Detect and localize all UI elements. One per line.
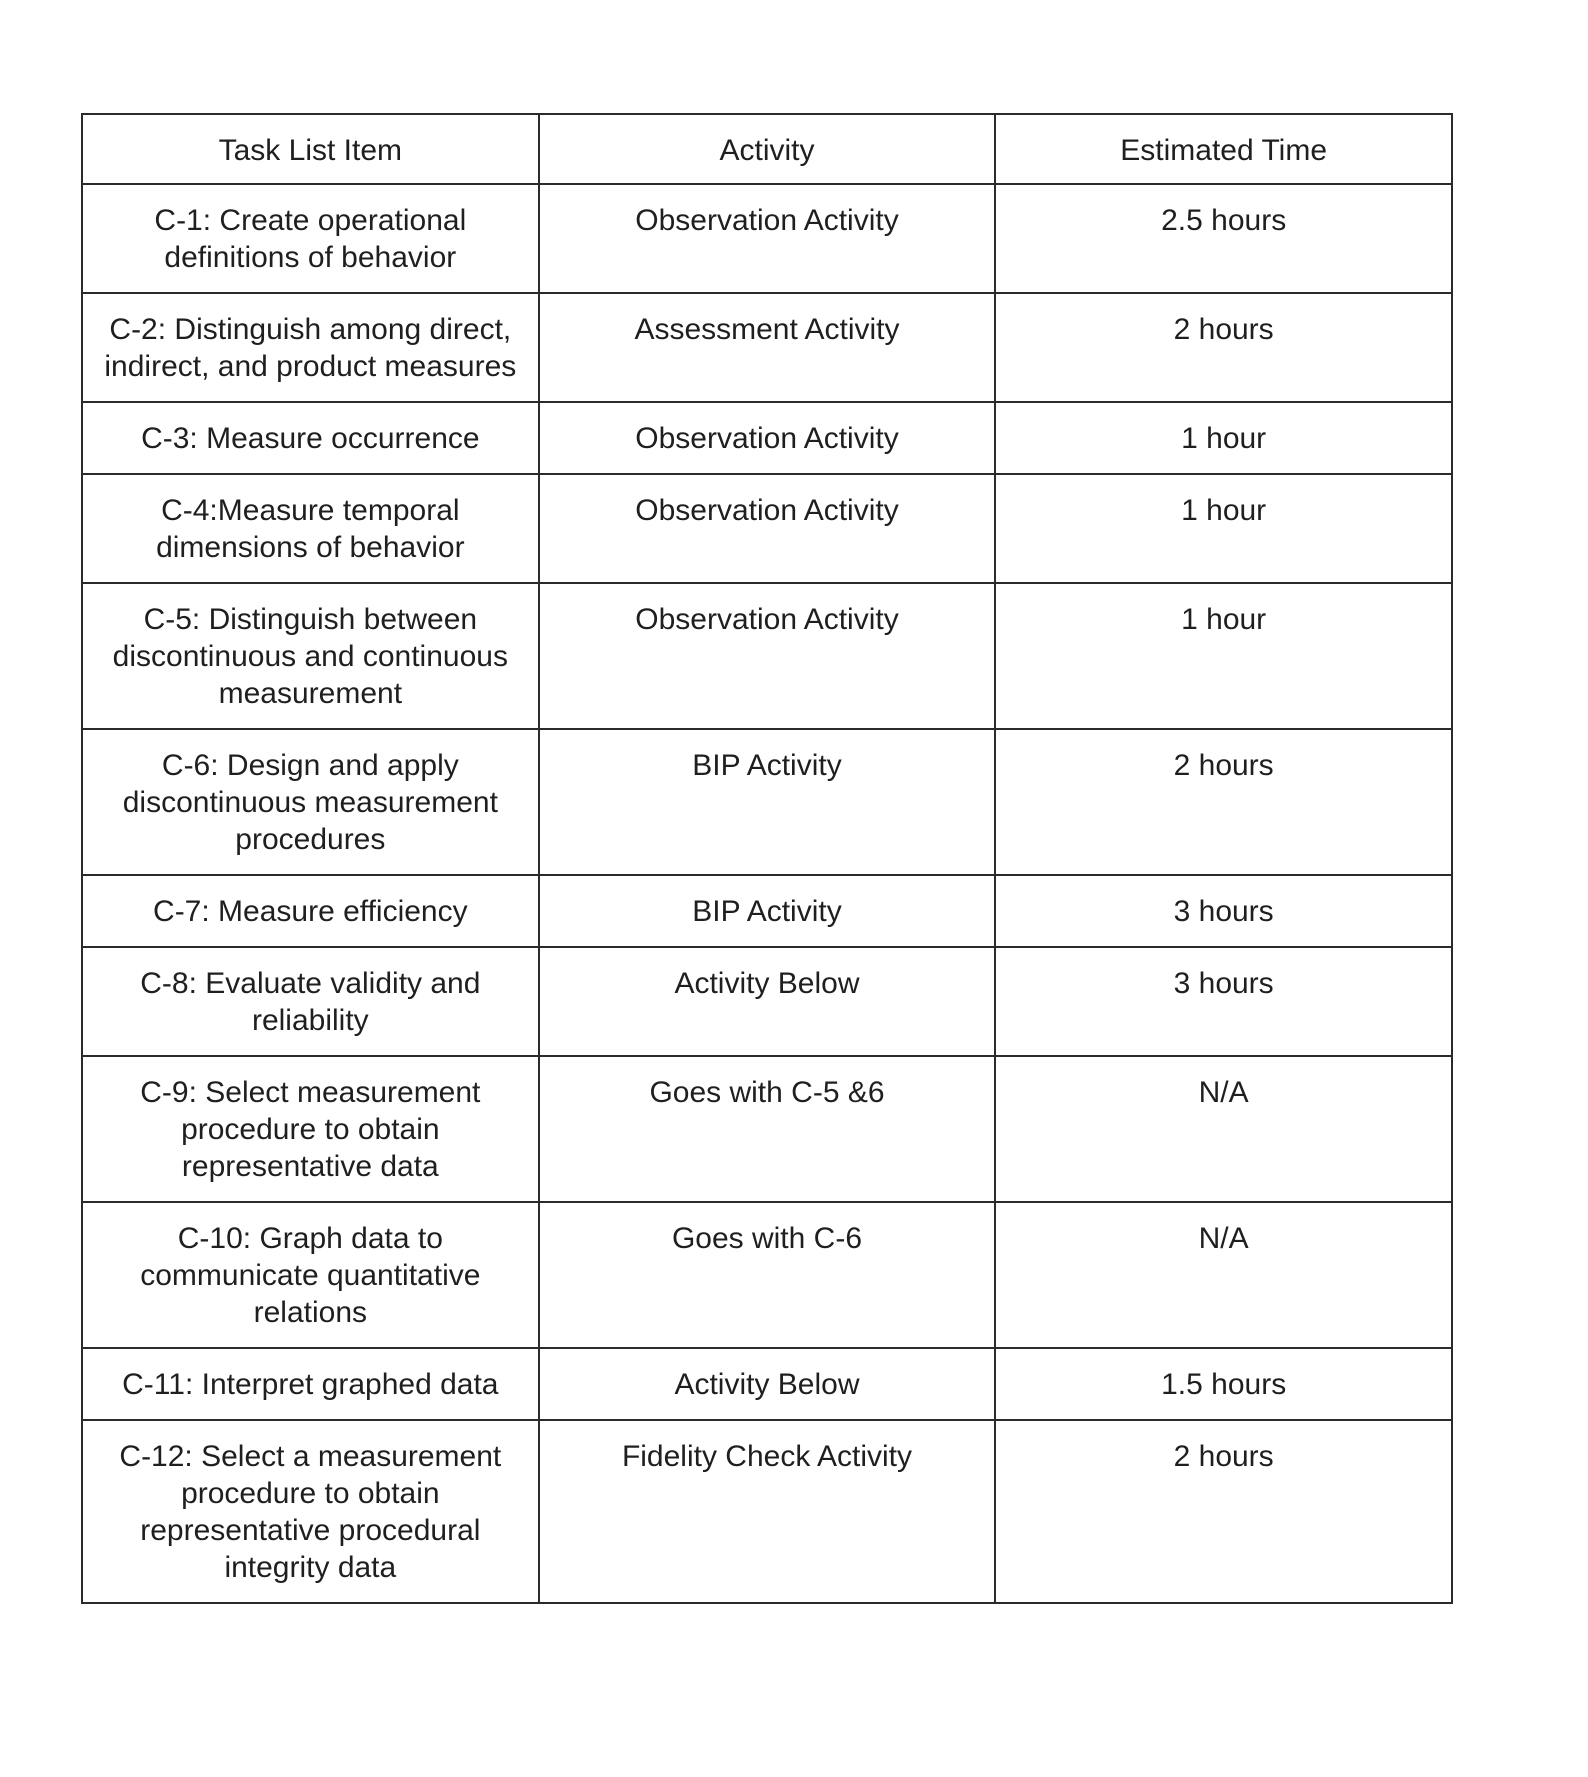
table-row bbox=[82, 947, 1452, 1056]
table-row bbox=[82, 1420, 1452, 1603]
table-row bbox=[82, 1348, 1452, 1420]
table-row bbox=[82, 583, 1452, 729]
table-row bbox=[82, 1056, 1452, 1202]
header-activity: Activity bbox=[539, 114, 996, 184]
table-header-row bbox=[82, 114, 1452, 184]
activity-cell: Fidelity Check Activity bbox=[539, 1420, 996, 1603]
time-cell: 1 hour bbox=[995, 402, 1452, 474]
activity-cell: Activity Below bbox=[539, 1348, 996, 1420]
activity-cell: Observation Activity bbox=[539, 184, 996, 293]
activity-cell: Observation Activity bbox=[539, 583, 996, 729]
time-cell: 1 hour bbox=[995, 474, 1452, 583]
table-row bbox=[82, 474, 1452, 583]
table-row bbox=[82, 729, 1452, 875]
task-cell: C-8: Evaluate validity and reliability bbox=[82, 947, 539, 1056]
header-task-list-item: Task List Item bbox=[82, 114, 539, 184]
activity-cell: Observation Activity bbox=[539, 402, 996, 474]
task-cell: C-10: Graph data to communicate quantitative relations bbox=[82, 1202, 539, 1348]
table-row bbox=[82, 875, 1452, 947]
task-cell: C-9: Select measurement procedure to obtain representative data bbox=[82, 1056, 539, 1202]
task-cell: C-2: Distinguish among direct, indirect, and product measures bbox=[82, 293, 539, 402]
task-cell: C-7: Measure efficiency bbox=[82, 875, 539, 947]
activity-cell: Goes with C-6 bbox=[539, 1202, 996, 1348]
time-cell: 1.5 hours bbox=[995, 1348, 1452, 1420]
table-row bbox=[82, 293, 1452, 402]
table-row bbox=[82, 402, 1452, 474]
table-row bbox=[82, 1202, 1452, 1348]
activity-cell: Observation Activity bbox=[539, 474, 996, 583]
activity-cell: BIP Activity bbox=[539, 729, 996, 875]
activity-cell: BIP Activity bbox=[539, 875, 996, 947]
task-cell: C-3: Measure occurrence bbox=[82, 402, 539, 474]
time-cell: 3 hours bbox=[995, 875, 1452, 947]
task-cell: C-11: Interpret graphed data bbox=[82, 1348, 539, 1420]
task-cell: C-12: Select a measurement procedure to obtain representative procedural integrity data bbox=[82, 1420, 539, 1603]
task-cell: C-1: Create operational definitions of behavior bbox=[82, 184, 539, 293]
header-estimated-time: Estimated Time bbox=[995, 114, 1452, 184]
time-cell: 2.5 hours bbox=[995, 184, 1452, 293]
time-cell: 2 hours bbox=[995, 729, 1452, 875]
time-cell: 1 hour bbox=[995, 583, 1452, 729]
task-cell: C-6: Design and apply discontinuous measurement procedures bbox=[82, 729, 539, 875]
time-cell: 2 hours bbox=[995, 293, 1452, 402]
task-cell: C-4:Measure temporal dimensions of behavior bbox=[82, 474, 539, 583]
task-list-table bbox=[81, 113, 1453, 1604]
activity-cell: Goes with C-5 &6 bbox=[539, 1056, 996, 1202]
time-cell: 3 hours bbox=[995, 947, 1452, 1056]
time-cell: N/A bbox=[995, 1056, 1452, 1202]
table-row bbox=[82, 184, 1452, 293]
time-cell: N/A bbox=[995, 1202, 1452, 1348]
time-cell: 2 hours bbox=[995, 1420, 1452, 1603]
activity-cell: Assessment Activity bbox=[539, 293, 996, 402]
task-cell: C-5: Distinguish between discontinuous and continuous measurement bbox=[82, 583, 539, 729]
activity-cell: Activity Below bbox=[539, 947, 996, 1056]
